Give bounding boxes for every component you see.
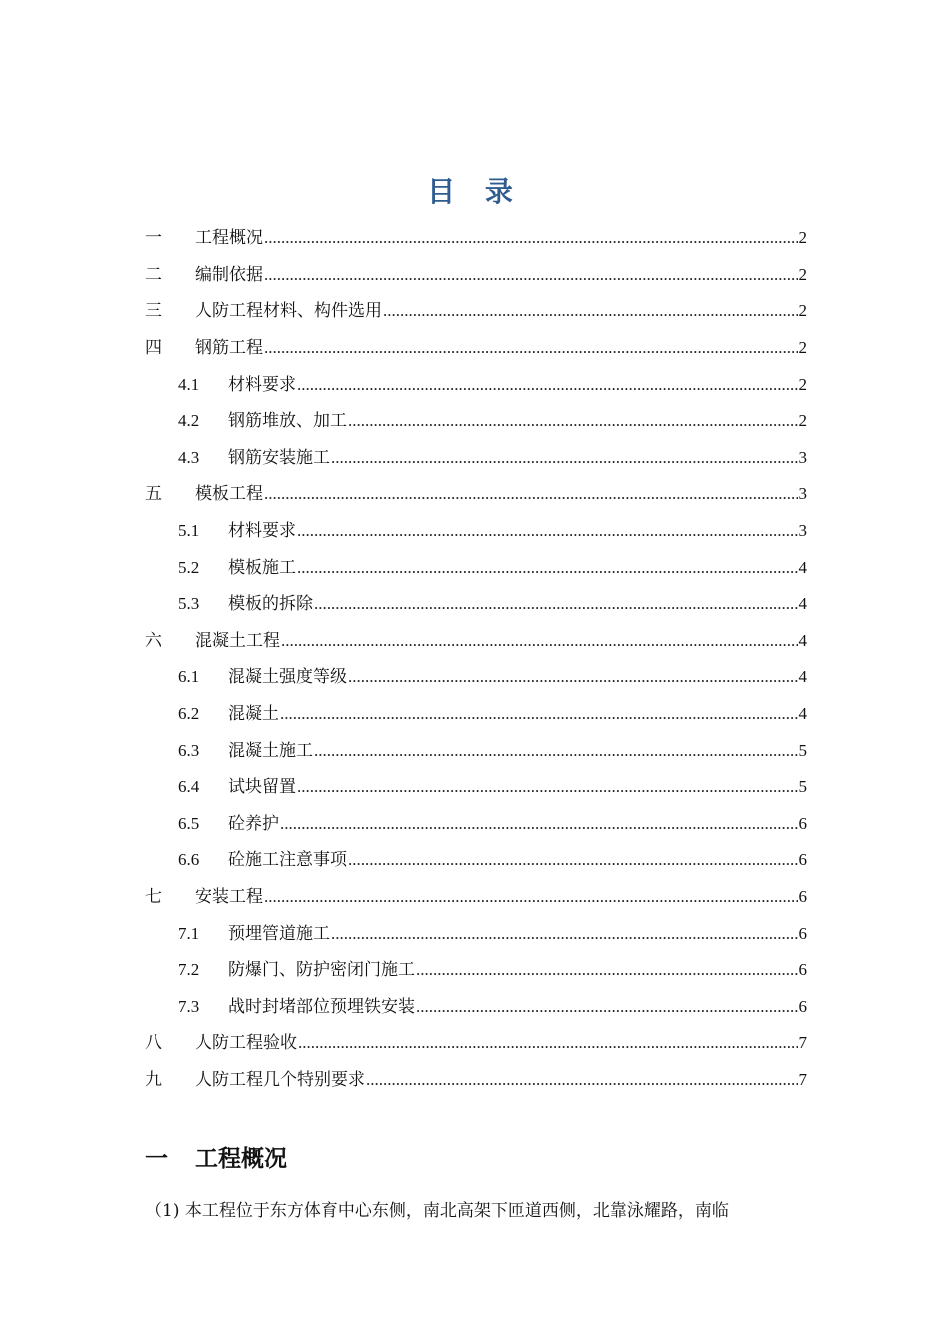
toc-entry-page: 7: [798, 1033, 807, 1053]
toc-entry-page: 5: [798, 740, 807, 760]
toc-entry[interactable]: [145, 1025, 807, 1062]
toc-entry-number: 二: [145, 264, 162, 285]
toc-entry-page: 6: [798, 923, 807, 943]
toc-entry[interactable]: [145, 952, 807, 989]
toc-entry-title: 工程概况: [195, 228, 263, 249]
toc-entry-number: 4.2: [178, 411, 200, 431]
toc-entry-page: 2: [798, 264, 807, 284]
toc-dot-leader: [297, 777, 798, 797]
toc-entry-number: 七: [145, 886, 162, 907]
toc-entry-title: 混凝土: [228, 704, 279, 725]
toc-dot-leader: [281, 631, 798, 651]
toc-entry-number: 4.3: [178, 447, 200, 467]
toc-dot-leader: [348, 667, 798, 687]
toc-entry-page: 6: [798, 996, 807, 1016]
toc-dot-leader: [331, 448, 798, 468]
toc-entry-title: 砼施工注意事项: [228, 850, 347, 871]
toc-entry[interactable]: [145, 366, 807, 403]
toc-entry-page: 4: [798, 704, 807, 724]
toc-dot-leader: [314, 741, 798, 761]
toc-entry-number: 四: [145, 338, 162, 359]
toc-entry-page: 3: [798, 521, 807, 541]
toc-entry-title: 模板施工: [228, 557, 296, 578]
toc-dot-leader: [416, 997, 798, 1017]
toc-entry-number: 7.3: [178, 996, 200, 1016]
toc-entry[interactable]: [145, 330, 807, 367]
toc-dot-leader: [264, 887, 798, 907]
toc-entry[interactable]: [145, 1062, 807, 1099]
toc-entry-title: 试块留置: [228, 777, 296, 798]
toc-entry-page: 4: [798, 630, 807, 650]
toc-entry-page: 3: [798, 447, 807, 467]
body-paragraph: （1) 本工程位于东方体育中心东侧，南北高架下匝道西侧，北靠泳耀路，南临: [145, 1201, 729, 1221]
toc-entry-page: 3: [798, 484, 807, 504]
toc-entry-number: 6.2: [178, 704, 200, 724]
toc-entry[interactable]: [145, 476, 807, 513]
section-heading: [145, 1140, 287, 1173]
toc-entry-title: 安装工程: [195, 886, 263, 907]
toc-entry-page: 6: [798, 850, 807, 870]
toc-dot-leader: [297, 521, 798, 541]
toc-dot-leader: [348, 411, 798, 431]
toc-entry[interactable]: [145, 659, 807, 696]
toc-entry-number: 6.1: [178, 667, 200, 687]
toc-entry[interactable]: [145, 769, 807, 806]
toc-dot-leader: [264, 338, 798, 358]
toc-entry-number: 5.3: [178, 594, 200, 614]
toc-entry-title: 混凝土施工: [228, 740, 313, 761]
toc-entry-number: 5.1: [178, 521, 200, 541]
toc-entry-title: 材料要求: [228, 521, 296, 542]
toc-dot-leader: [264, 228, 798, 248]
toc-entry-number: 6.3: [178, 740, 200, 760]
toc-entry-page: 6: [798, 813, 807, 833]
toc-entry[interactable]: [145, 696, 807, 733]
toc-entry-number: 6.5: [178, 813, 200, 833]
toc-entry[interactable]: [145, 293, 807, 330]
toc-entry-page: 2: [798, 374, 807, 394]
toc-entry-number: 三: [145, 301, 162, 322]
toc-entry-page: 7: [798, 1069, 807, 1089]
toc-entry-number: 7.1: [178, 923, 200, 943]
toc-entry-number: 4.1: [178, 374, 200, 394]
toc-entry-title: 砼养护: [228, 813, 279, 834]
toc-entry-title: 战时封堵部位预埋铁安装: [228, 996, 415, 1017]
toc-entry-page: 4: [798, 667, 807, 687]
toc-entry[interactable]: [145, 988, 807, 1025]
toc-entry[interactable]: [145, 586, 807, 623]
toc-entry-number: 八: [145, 1033, 162, 1054]
toc-dot-leader: [264, 484, 798, 504]
toc-entry-number: 一: [145, 228, 162, 249]
toc-entry[interactable]: [145, 440, 807, 477]
toc-entry-number: 九: [145, 1069, 162, 1090]
toc-dot-leader: [416, 960, 798, 980]
toc-dot-leader: [297, 375, 798, 395]
toc-entry-title: 钢筋工程: [195, 338, 263, 359]
toc-dot-leader: [280, 814, 798, 834]
toc-entry-page: 4: [798, 557, 807, 577]
toc-entry-page: 5: [798, 777, 807, 797]
toc-entry-title: 编制依据: [195, 264, 263, 285]
toc-entry[interactable]: [145, 806, 807, 843]
toc-dot-leader: [264, 265, 798, 285]
toc-entry-page: 2: [798, 301, 807, 321]
section-title: 工程概况: [195, 1146, 287, 1172]
toc-entry-number: 7.2: [178, 960, 200, 980]
toc-entry-number: 6.4: [178, 777, 200, 797]
toc-entry-title: 钢筋安装施工: [228, 447, 330, 468]
toc-entry-title: 人防工程材料、构件选用: [195, 301, 382, 322]
toc-entry-page: 2: [798, 228, 807, 248]
toc-entry[interactable]: [145, 220, 807, 257]
toc-entry-page: 2: [798, 411, 807, 431]
toc-entry[interactable]: [145, 549, 807, 586]
toc-dot-leader: [297, 558, 798, 578]
toc-entry-page: 6: [798, 960, 807, 980]
toc-entry-title: 钢筋堆放、加工: [228, 411, 347, 432]
toc-entry[interactable]: [145, 257, 807, 294]
toc-entry-title: 预埋管道施工: [228, 923, 330, 944]
toc-entry-title: 模板工程: [195, 484, 263, 505]
toc-entry-number: 6.6: [178, 850, 200, 870]
toc-entry-title: 人防工程几个特别要求: [195, 1069, 365, 1090]
toc-dot-leader: [280, 704, 798, 724]
toc-entry-page: 6: [798, 886, 807, 906]
toc-dot-leader: [348, 850, 798, 870]
toc-entry-page: 2: [798, 338, 807, 358]
toc-entry-number: 六: [145, 630, 162, 651]
toc-entry[interactable]: [145, 842, 807, 879]
toc-entry-title: 防爆门、防护密闭门施工: [228, 960, 415, 981]
toc-dot-leader: [331, 924, 798, 944]
toc-entry-title: 材料要求: [228, 374, 296, 395]
toc-entry[interactable]: [145, 403, 807, 440]
toc-title: 目 录: [427, 175, 523, 208]
toc-entry[interactable]: [145, 879, 807, 916]
toc-entry-title: 人防工程验收: [195, 1033, 297, 1054]
toc-dot-leader: [366, 1070, 798, 1090]
toc-entry-number: 五: [145, 484, 162, 505]
section-number: 一: [145, 1146, 168, 1172]
toc-entry-number: 5.2: [178, 557, 200, 577]
toc-entry-title: 模板的拆除: [228, 594, 313, 615]
toc-dot-leader: [298, 1033, 798, 1053]
toc-entry-title: 混凝土工程: [195, 630, 280, 651]
toc-dot-leader: [383, 301, 798, 321]
toc-entry[interactable]: [145, 732, 807, 769]
toc-entry[interactable]: [145, 915, 807, 952]
toc-entry-page: 4: [798, 594, 807, 614]
toc-entry[interactable]: [145, 623, 807, 660]
toc-entry-title: 混凝土强度等级: [228, 667, 347, 688]
table-of-contents: [145, 220, 807, 1098]
toc-dot-leader: [314, 594, 798, 614]
toc-entry[interactable]: [145, 513, 807, 550]
